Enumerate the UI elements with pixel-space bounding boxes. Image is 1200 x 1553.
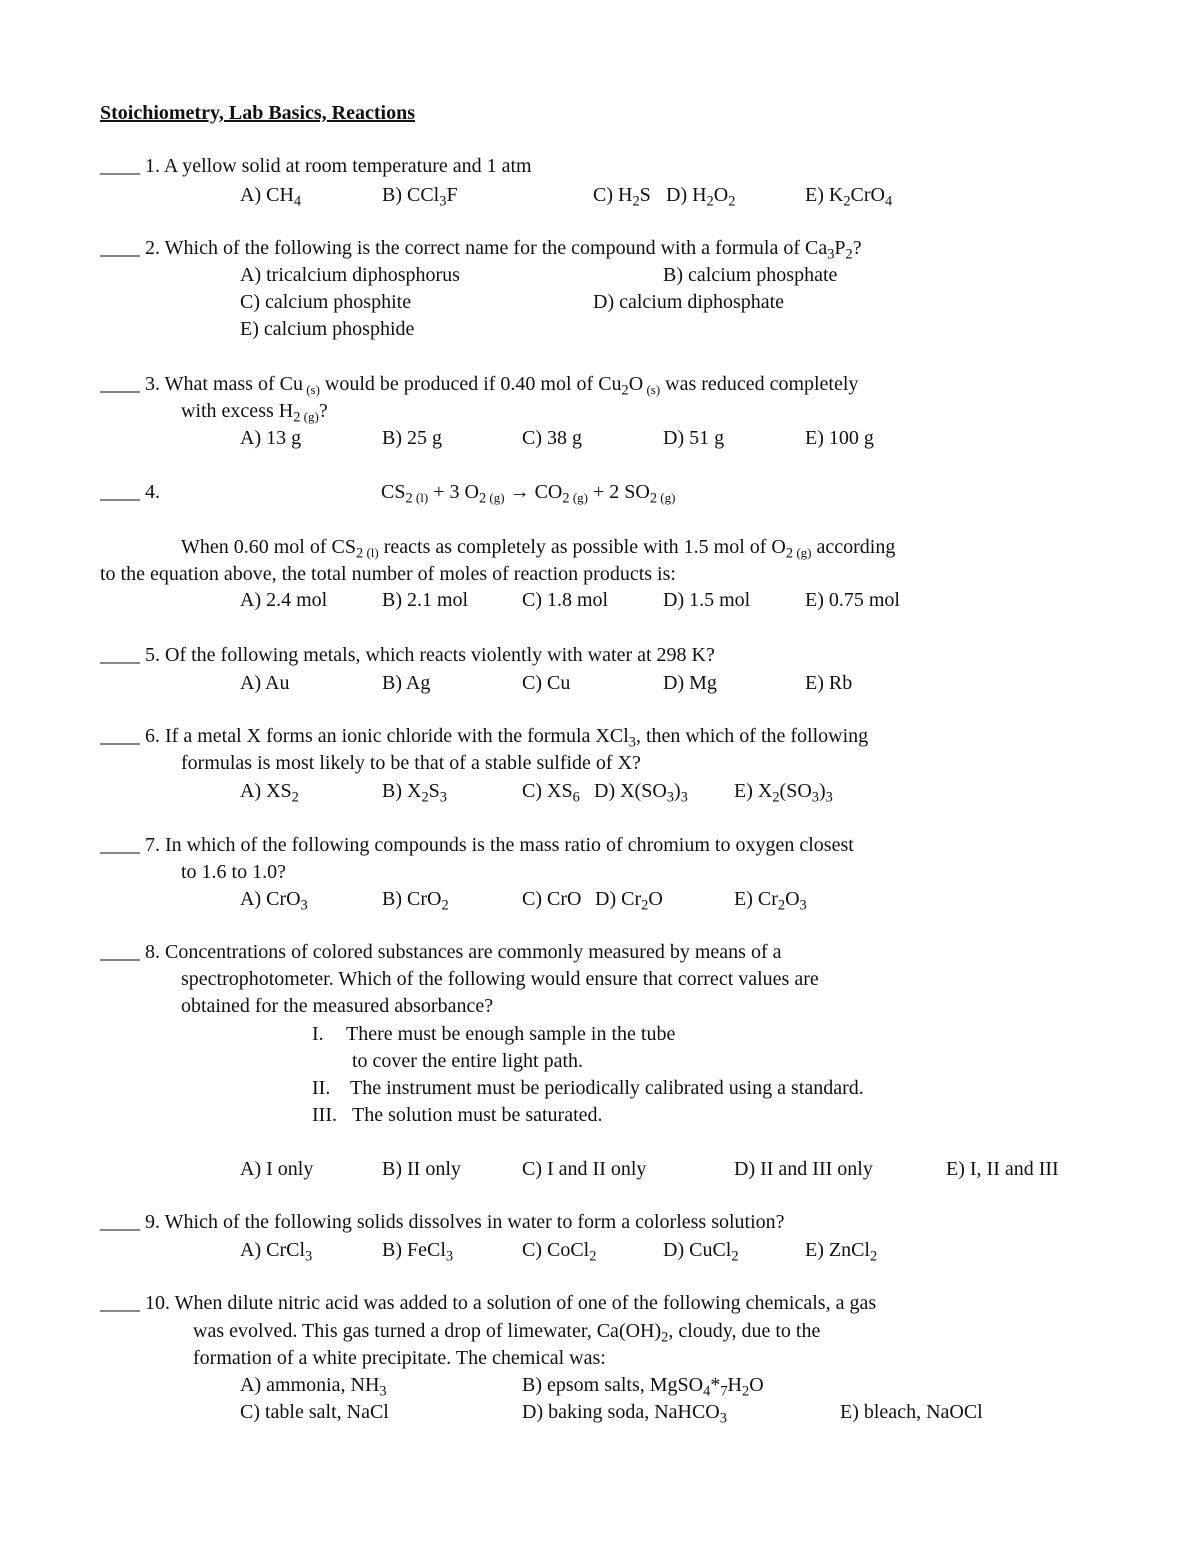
option-b: B) CCl$_3$F bbox=[382, 184, 458, 210]
option-c: C) $H_2S$ bbox=[593, 184, 651, 210]
option-c: C) CrO bbox=[522, 888, 582, 910]
question-stem-continued: with excess $H_2$ (g)? bbox=[181, 400, 328, 426]
question-number: 5. bbox=[145, 644, 160, 666]
statement-text: The solution must be saturated. bbox=[352, 1104, 603, 1126]
option-a: A) $CH_4$ bbox=[240, 184, 302, 210]
answer-blank: ____ bbox=[100, 373, 140, 395]
answer-blank: ____ bbox=[100, 644, 140, 666]
option-c: C) $XS_6$ bbox=[522, 780, 580, 806]
option-c: C) CoCl$_2$ bbox=[522, 1239, 597, 1265]
option-e: E) bleach, NaOCl bbox=[840, 1401, 983, 1423]
option-e: E) 100 g bbox=[805, 427, 874, 449]
option-e: E) ZnCl$_2$ bbox=[805, 1239, 878, 1265]
option-d: D) calcium diphosphate bbox=[593, 291, 785, 313]
option-b: B) epsom salts, $MgSO_4*_7H_2O$ bbox=[522, 1374, 764, 1400]
answer-blank: ____ bbox=[100, 481, 140, 503]
reaction-equation: $CS_2$ (l) + 3 $O_2$ $(g) \to CO_2$ (g) + 2 $SO_2$ (g) bbox=[381, 481, 676, 507]
question-number: 6. bbox=[145, 725, 160, 747]
option-c: C) calcium phosphite bbox=[240, 291, 412, 313]
question-stem: Of the following metals, which reacts violently with water at 298 K? bbox=[165, 644, 715, 666]
answer-blank: ____ bbox=[100, 1292, 140, 1314]
question-stem-continued: spectrophotometer. Which of the following would ensure that correct values are bbox=[181, 968, 819, 990]
option-e: E) Rb bbox=[805, 672, 853, 694]
option-a: A) $XS_2$ bbox=[240, 780, 299, 806]
answer-blank: ____ bbox=[100, 941, 140, 963]
question-stem: Which of the following is the correct name for the compound with a formula of $Ca_3P_2$? bbox=[164, 237, 862, 263]
answer-blank: ____ bbox=[100, 1211, 140, 1233]
answer-blank: ____ bbox=[100, 155, 140, 177]
question-stem: A yellow solid at room temperature and 1 atm bbox=[163, 155, 532, 177]
question-stem-continued: obtained for the measured absorbance? bbox=[181, 995, 494, 1017]
option-b: B) calcium phosphate bbox=[663, 264, 838, 286]
option-d: D) $X(SO_3)_3$ bbox=[594, 780, 688, 806]
question-stem: In which of the following compounds is the mass ratio of chromium to oxygen closest bbox=[165, 834, 854, 856]
answer-blank: ____ bbox=[100, 834, 140, 856]
option-d: D) CuCl$_2$ bbox=[663, 1239, 739, 1265]
question-number: 2. bbox=[145, 237, 160, 259]
statement-numeral: II. bbox=[312, 1077, 331, 1099]
option-d: D) Mg bbox=[663, 672, 717, 694]
option-c: C) 38 g bbox=[522, 427, 582, 449]
option-a: A) tricalcium diphosphorus bbox=[240, 264, 460, 286]
option-e: E) $Cr_2O_3$ bbox=[734, 888, 807, 914]
option-b: B) 2.1 mol bbox=[382, 589, 469, 611]
question-number: 10. bbox=[145, 1292, 170, 1314]
question-stem: Which of the following solids dissolves in water to form a colorless solution? bbox=[164, 1211, 785, 1233]
option-a: A) ammonia, $NH_3$ bbox=[240, 1374, 387, 1400]
answer-blank: ____ bbox=[100, 237, 140, 259]
statement-numeral: III. bbox=[312, 1104, 337, 1126]
option-a: A) 2.4 mol bbox=[240, 589, 328, 611]
option-e: E) $X_2(SO_3)_3$ bbox=[734, 780, 833, 806]
option-b: B) Ag bbox=[382, 672, 431, 694]
question-number: 9. bbox=[145, 1211, 160, 1233]
question-stem: If a metal X forms an ionic chloride with the formula XCl$_3$, then which of the following bbox=[165, 725, 869, 751]
option-d: D) 1.5 mol bbox=[663, 589, 751, 611]
statement-text-continued: to cover the entire light path. bbox=[352, 1050, 584, 1072]
answer-blank: ____ bbox=[100, 725, 140, 747]
question-number: 3. bbox=[145, 373, 160, 395]
option-b: B) II only bbox=[382, 1158, 461, 1180]
option-e: E) I, II and III bbox=[946, 1158, 1059, 1180]
option-c: C) I and II only bbox=[522, 1158, 647, 1180]
question-stem: When 0.60 mol of $CS_2$ (l) reacts as completely as possible with 1.5 mol of $O_2$ (g) according bbox=[181, 536, 896, 562]
option-a: A) CrCl$_3$ bbox=[240, 1239, 313, 1265]
question-stem: Concentrations of colored substances are commonly measured by means of a bbox=[165, 941, 782, 963]
option-c: C) table salt, NaCl bbox=[240, 1401, 389, 1423]
option-e: E) $K_2CrO_4$ bbox=[805, 184, 893, 210]
option-d: D) baking soda, NaHCO$_3$ bbox=[522, 1401, 727, 1427]
option-b: B) $X_2S_3$ bbox=[382, 780, 447, 806]
option-b: B) 25 g bbox=[382, 427, 442, 449]
worksheet-title: Stoichiometry, Lab Basics, Reactions bbox=[100, 102, 415, 124]
question-stem-continued: formulas is most likely to be that of a stable sulfide of X? bbox=[181, 752, 641, 774]
statement-text: There must be enough sample in the tube bbox=[346, 1023, 676, 1045]
option-d: D) 51 g bbox=[663, 427, 725, 449]
question-stem-continued: formation of a white precipitate. The chemical was: bbox=[193, 1347, 606, 1369]
question-stem-continued: to 1.6 to 1.0? bbox=[181, 861, 286, 883]
option-b: B) FeCl$_3$ bbox=[382, 1239, 454, 1265]
question-stem-continued: was evolved. This gas turned a drop of limewater, $Ca(OH)_2$, cloudy, due to the bbox=[193, 1320, 821, 1346]
question-stem: When dilute nitric acid was added to a solution of one of the following chemicals, a gas bbox=[174, 1292, 877, 1314]
option-a: A) 13 g bbox=[240, 427, 302, 449]
option-d: D) $Cr_2O$ bbox=[595, 888, 663, 914]
question-number: 8. bbox=[145, 941, 160, 963]
question-number: 7. bbox=[145, 834, 160, 856]
option-d: D) $H_2O_2$ bbox=[666, 184, 736, 210]
option-e: E) 0.75 mol bbox=[805, 589, 900, 611]
question-stem-continued: to the equation above, the total number of moles of reaction products is: bbox=[100, 563, 676, 585]
statement-numeral: I. bbox=[312, 1023, 324, 1045]
statement-text: The instrument must be periodically calibrated using a standard. bbox=[350, 1077, 864, 1099]
option-a: A) I only bbox=[240, 1158, 314, 1180]
option-d: D) II and III only bbox=[734, 1158, 873, 1180]
option-a: A) CrO$_3$ bbox=[240, 888, 308, 914]
question-number: 4. bbox=[145, 481, 160, 503]
option-e: E) calcium phosphide bbox=[240, 318, 415, 340]
option-c: C) Cu bbox=[522, 672, 571, 694]
question-stem: What mass of Cu (s) would be produced if 0.40 mol of $Cu_2O$ (s) was reduced completely bbox=[164, 373, 859, 399]
question-number: 1. bbox=[145, 155, 160, 177]
option-a: A) Au bbox=[240, 672, 290, 694]
option-b: B) CrO$_2$ bbox=[382, 888, 449, 914]
option-c: C) 1.8 mol bbox=[522, 589, 609, 611]
